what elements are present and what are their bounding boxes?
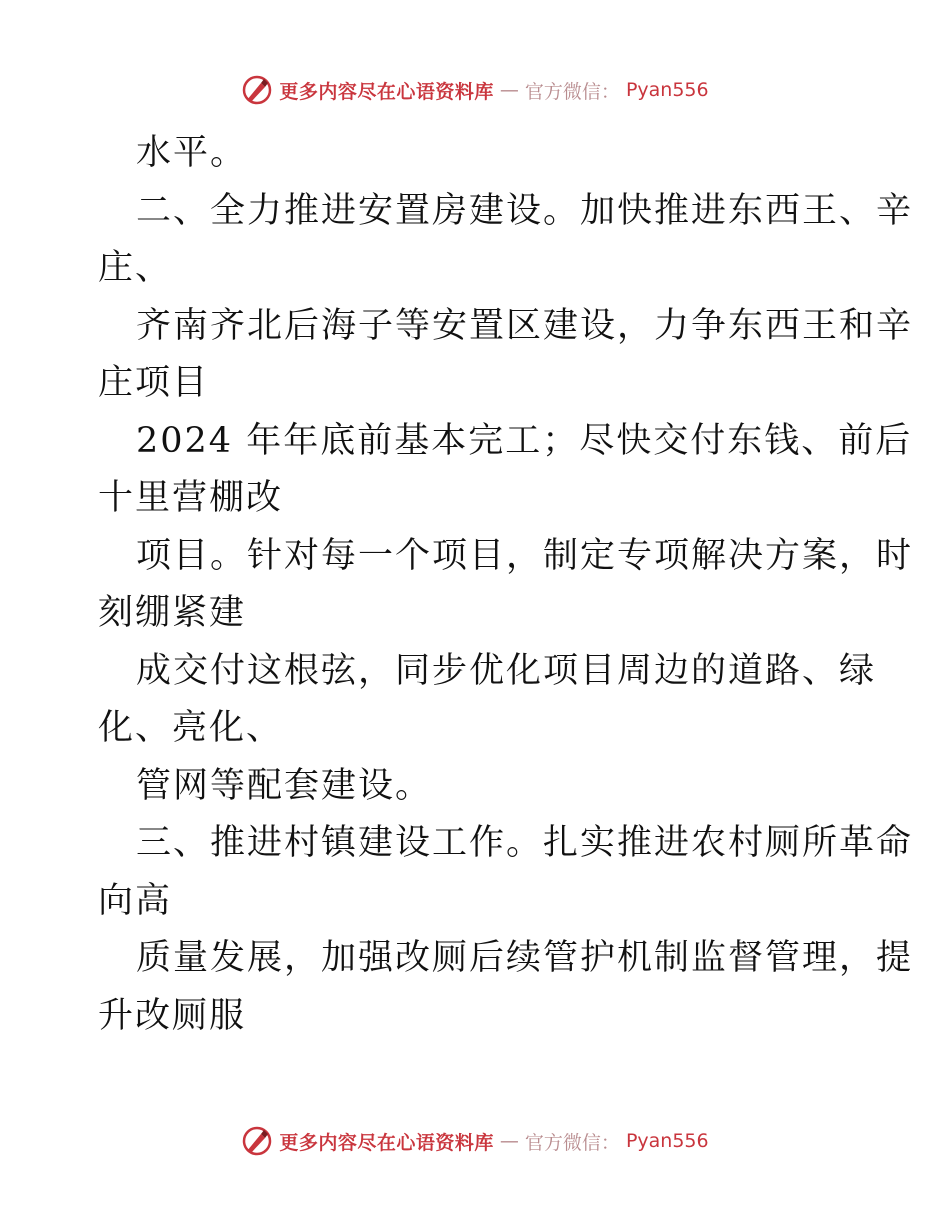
- pen-logo-icon: [241, 74, 273, 106]
- text-line: 十里营棚改: [98, 478, 284, 518]
- text-line: 三、推进村镇建设工作。扎实推进农村厕所革命: [136, 823, 914, 863]
- text-line: 刻绷紧建: [98, 593, 247, 633]
- watermark-label: 官方微信：: [524, 80, 620, 103]
- document-body: [98, 125, 914, 1045]
- text-line: 庄项目: [98, 363, 210, 403]
- text-line: 2024 年年底前基本完工；尽快交付东钱、前后: [136, 420, 913, 461]
- text-line: 管网等配套建设。: [136, 765, 433, 806]
- text-line: 升改厕服: [98, 995, 247, 1036]
- watermark-account: Pyan556: [625, 79, 709, 101]
- text-line: 齐南齐北后海子等安置区建设，力争东西王和辛: [136, 305, 914, 346]
- watermark-brand: 更多内容尽在心语资料库: [279, 1131, 494, 1154]
- watermark-separator: —: [499, 1130, 519, 1152]
- text-line: 水平。: [136, 133, 248, 173]
- watermark-separator: —: [499, 79, 519, 101]
- watermark-account: Pyan556: [625, 1130, 709, 1152]
- watermark-label: 官方微信：: [524, 1131, 620, 1154]
- watermark-brand: 更多内容尽在心语资料库: [279, 80, 494, 103]
- text-line: 庄、: [98, 248, 173, 288]
- watermark-footer: [0, 1125, 950, 1157]
- pen-logo-icon: [241, 1125, 273, 1157]
- text-line: 向高: [98, 880, 173, 921]
- text-line: 二、全力推进安置房建设。加快推进东西王、辛: [136, 190, 914, 231]
- text-line: 成交付这根弦，同步优化项目周边的道路、绿: [136, 650, 877, 691]
- text-line: 项目。针对每一个项目，制定专项解决方案，时: [136, 535, 914, 576]
- watermark-header: [0, 74, 950, 106]
- text-line: 化、亮化、: [98, 708, 284, 748]
- text-line: 质量发展，加强改厕后续管护机制监督管理，提: [136, 938, 914, 978]
